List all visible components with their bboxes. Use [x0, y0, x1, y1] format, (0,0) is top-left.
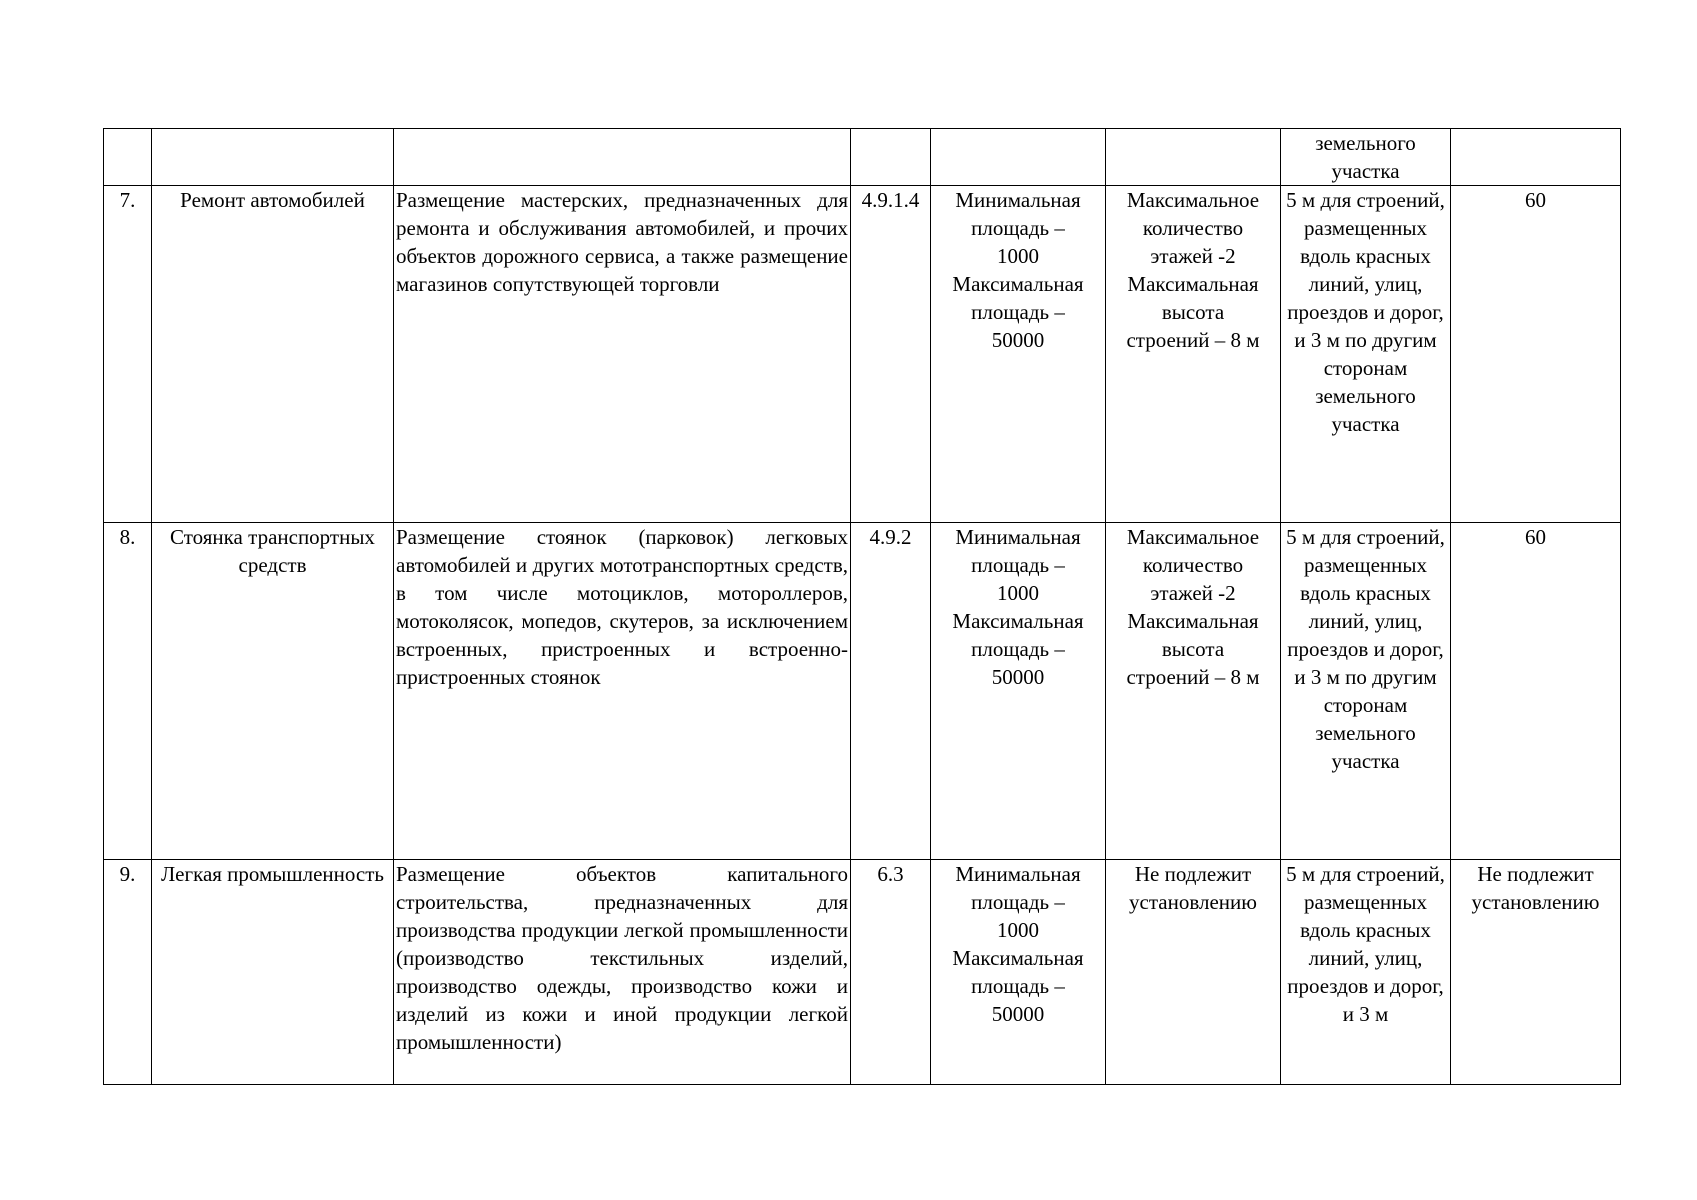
use-code: 4.9.1.4: [851, 186, 931, 523]
coverage-percent: 60: [1451, 186, 1621, 523]
use-description: [394, 129, 851, 186]
floors-label: Максимальное количество: [1126, 525, 1260, 577]
plot-area-max-label: Максимальная площадь –: [952, 272, 1084, 324]
use-description: Размещение стоянок (парковок) легковых автомобилей и других мототранспортных средств, в том числе мотоциклов, мотороллеров, мотоколясок, мопедов, скутеров, за исключением встроенных, пристроенных и встроенно-пристроенных стоянок: [394, 523, 851, 860]
use-code: 6.3: [851, 860, 931, 1085]
plot-area: [931, 523, 1106, 860]
plot-area-max-value: 50000: [991, 1002, 1045, 1026]
plot-area-max-label: Максимальная площадь –: [952, 946, 1084, 998]
plot-area: [931, 860, 1106, 1085]
setback: 5 м для строений, размещенных вдоль красных линий, улиц, проездов и дорог, и 3 м по другим сторонам земельного участка: [1281, 186, 1451, 523]
plot-area-min-value: 1000: [997, 581, 1039, 605]
coverage-percent: Не подлежит установлению: [1451, 860, 1621, 1085]
height-label: Максимальная высота: [1127, 272, 1259, 324]
coverage-percent: [1451, 129, 1621, 186]
table-row: [104, 523, 1621, 860]
setback: земельного участка: [1281, 129, 1451, 186]
use-code: [851, 129, 931, 186]
floors-value: этажей -2: [1150, 244, 1236, 268]
row-number: 8.: [104, 523, 152, 860]
plot-area-min-label: Минимальная площадь –: [955, 525, 1081, 577]
building-height: [1106, 186, 1281, 523]
coverage-percent: 60: [1451, 523, 1621, 860]
building-height: [1106, 523, 1281, 860]
table-row: [104, 860, 1621, 1085]
use-code: 4.9.2: [851, 523, 931, 860]
setback: 5 м для строений, размещенных вдоль красных линий, улиц, проездов и дорог, и 3 м: [1281, 860, 1451, 1085]
use-name: Ремонт автомобилей: [152, 186, 394, 523]
table-row: [104, 129, 1621, 186]
floors-label: Максимальное количество: [1126, 188, 1260, 240]
plot-area-max-label: Максимальная площадь –: [952, 609, 1084, 661]
height-not-set: Не подлежит установлению: [1129, 862, 1257, 914]
use-description: Размещение мастерских, предназначенных для ремонта и обслуживания автомобилей, и прочих объектов дорожного сервиса, а также размещение магазинов сопутствующей торговли: [394, 186, 851, 523]
plot-area-min-label: Минимальная площадь –: [955, 188, 1081, 240]
plot-area-min-value: 1000: [997, 918, 1039, 942]
table-row: [104, 186, 1621, 523]
row-number: 7.: [104, 186, 152, 523]
use-name: Стоянка транспортных средств: [152, 523, 394, 860]
row-number: [104, 129, 152, 186]
plot-area: [931, 129, 1106, 186]
use-name: Легкая промышленность: [152, 860, 394, 1085]
zoning-table: [103, 128, 1621, 1085]
height-value: строений – 8 м: [1126, 328, 1260, 352]
building-height: [1106, 129, 1281, 186]
use-description: Размещение объектов капитального строительства, предназначенных для производства продукции легкой промышленности (производство текстильных изделий, производство одежды, производство кожи и изделий из кожи и иной продукции легкой промышленности): [394, 860, 851, 1085]
plot-area-max-value: 50000: [991, 328, 1045, 352]
use-name: [152, 129, 394, 186]
floors-value: этажей -2: [1150, 581, 1236, 605]
plot-area-max-value: 50000: [991, 665, 1045, 689]
building-height: [1106, 860, 1281, 1085]
height-label: Максимальная высота: [1127, 609, 1259, 661]
plot-area: [931, 186, 1106, 523]
plot-area-min-value: 1000: [997, 244, 1039, 268]
setback: 5 м для строений, размещенных вдоль красных линий, улиц, проездов и дорог, и 3 м по другим сторонам земельного участка: [1281, 523, 1451, 860]
plot-area-min-label: Минимальная площадь –: [955, 862, 1081, 914]
row-number: 9.: [104, 860, 152, 1085]
height-value: строений – 8 м: [1126, 665, 1260, 689]
